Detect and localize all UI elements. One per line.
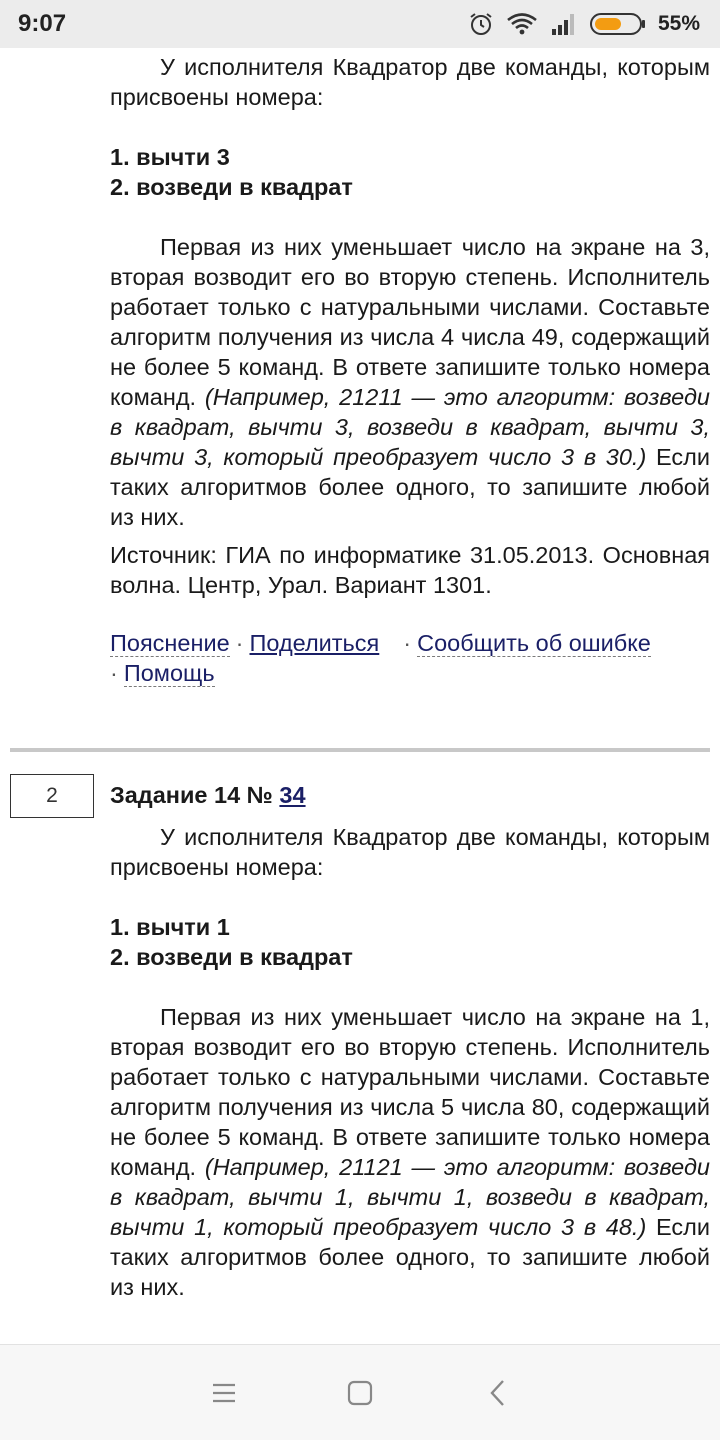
back-button[interactable] bbox=[482, 1377, 514, 1409]
task-divider bbox=[10, 748, 710, 752]
task-1-intro: У исполнителя Квадратор две команды, которым присвоены номера: bbox=[110, 54, 710, 110]
navigation-bar bbox=[0, 1344, 720, 1440]
task-1-source: Источник: ГИА по информатике 31.05.2013. Основная волна. Центр, Урал. Вариант 1301. bbox=[110, 542, 710, 598]
task-1-command-2: 2. возведи в квадрат bbox=[110, 174, 353, 200]
task-2-id-link[interactable]: 34 bbox=[279, 782, 306, 808]
link-separator: · bbox=[110, 660, 118, 686]
battery-percent: 55% bbox=[657, 12, 700, 35]
task-2-block bbox=[110, 822, 710, 1302]
task-2-title bbox=[110, 782, 306, 809]
page-content bbox=[0, 48, 720, 1344]
task-2-command-1: 1. вычти 1 bbox=[110, 914, 230, 940]
signal-icon bbox=[550, 12, 578, 36]
status-time: 9:07 bbox=[18, 10, 67, 37]
status-bar bbox=[0, 0, 720, 48]
battery-icon bbox=[590, 12, 646, 36]
task-2-body-text: Первая из них уменьшает число на экране на 1, вторая возводит его во вторую степень. Исполнитель работает только с натуральными числами. Составьте алгоритм получения из числа 5 числа 80, содержащий не более 5 команд. В ответе запишите только номера команд. bbox=[110, 1004, 710, 1180]
menu-button[interactable] bbox=[208, 1377, 240, 1409]
task-1-command-1: 1. вычти 3 bbox=[110, 144, 230, 170]
task-2-number-box: 2 bbox=[10, 774, 94, 818]
task-1-body bbox=[110, 232, 710, 532]
menu-icon bbox=[211, 1382, 237, 1404]
alarm-icon bbox=[468, 11, 494, 37]
task-1-block bbox=[110, 52, 710, 688]
task-1-links bbox=[110, 628, 710, 688]
task-2-body-tail: Если таких алгоритмов более одного, то запишите любой из них. bbox=[110, 1214, 711, 1300]
home-icon bbox=[347, 1380, 373, 1406]
link-separator: · bbox=[403, 630, 412, 656]
task-2-intro: У исполнителя Квадратор две команды, которым присвоены номера: bbox=[110, 824, 710, 880]
home-button[interactable] bbox=[344, 1377, 376, 1409]
explanation-link[interactable]: Пояснение bbox=[110, 630, 230, 656]
task-2-command-2: 2. возведи в квадрат bbox=[110, 944, 353, 970]
share-link[interactable]: Поделиться bbox=[249, 630, 380, 656]
wifi-icon bbox=[506, 12, 538, 36]
task-1-body-text: Первая из них уменьшает число на экране на 3, вторая возводит его во вторую степень. Исполнитель работает только с натуральными числами. Составьте алгоритм получения из числа 4 числа 49, содержащий не более 5 команд. В ответе запишите только номера команд. bbox=[110, 234, 710, 410]
link-separator: · bbox=[235, 630, 244, 656]
report-error-link[interactable]: Сообщить об ошибке bbox=[417, 630, 651, 656]
task-2-example: (Например, 21121 — это алгоритм: возведи в квадрат, вычти 1, вычти 1, возведи в квадрат, вычти 1, который преобразует число 3 в 48.) bbox=[110, 1154, 711, 1240]
status-icons bbox=[468, 10, 700, 38]
back-icon bbox=[488, 1379, 508, 1407]
help-link[interactable]: Помощь bbox=[123, 660, 215, 686]
task-1-example: (Например, 21211 — это алгоритм: возведи в квадрат, вычти 3, возведи в квадрат, вычти 3, вычти 3, который преобразует число 3 в 30.) bbox=[110, 384, 711, 470]
task-2-body bbox=[110, 1002, 710, 1302]
task-1-body-tail: Если таких алгоритмов более одного, то запишите любой из них. bbox=[110, 444, 711, 530]
task-2-title-text: Задание 14 № bbox=[110, 782, 280, 808]
